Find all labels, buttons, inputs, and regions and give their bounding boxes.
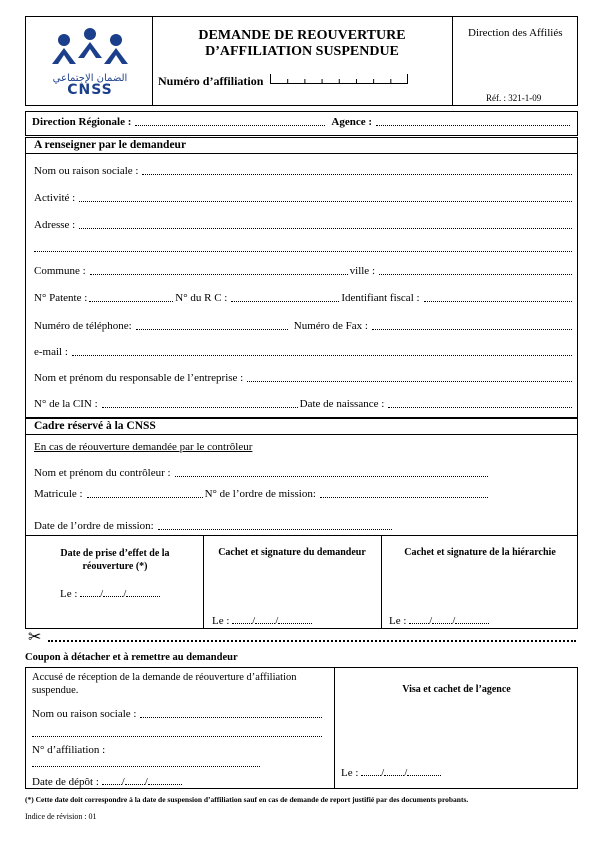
rc-label: N° du R C : <box>175 292 228 304</box>
ville-label: ville : <box>349 265 375 277</box>
direction-regionale-label: Direction Régionale : <box>32 116 132 128</box>
date-ordre-field[interactable] <box>158 520 392 530</box>
header-divider-right <box>452 16 453 106</box>
page-title <box>152 28 452 60</box>
coupon-affiliation-label: N° d’affiliation : <box>32 744 106 756</box>
affiliation-number-input[interactable] <box>270 74 408 84</box>
naissance-label: Date de naissance : <box>299 398 385 410</box>
adresse-row-2 <box>34 242 574 254</box>
agence-label: Agence : <box>331 116 373 128</box>
fax-label: Numéro de Fax : <box>293 320 368 332</box>
logo-arabic: الضمان الإجتماعي <box>52 73 128 84</box>
cnss-logo <box>44 24 136 98</box>
activite-label: Activité : <box>34 192 76 204</box>
commune-row <box>34 265 574 277</box>
cnss-title-underline <box>25 434 578 435</box>
ville-field[interactable] <box>379 265 572 275</box>
adresse-label: Adresse : <box>34 219 76 231</box>
activite-field[interactable] <box>79 192 572 202</box>
agence-field[interactable] <box>376 116 570 126</box>
coupon-nom-field[interactable] <box>140 708 322 718</box>
coupon-title: Coupon à détacher et à remettre au demandeur <box>25 652 238 663</box>
controleur-label: Nom et prénom du contrôleur : <box>34 467 171 479</box>
coupon-nom-row-2 <box>32 727 324 739</box>
fiscal-label: Identifiant fiscal : <box>341 292 420 304</box>
cin-row <box>34 398 574 410</box>
nom-field[interactable] <box>142 165 572 175</box>
coupon-depot-date[interactable]: Date de dépôt : / / <box>32 775 182 788</box>
coupon-affiliation-field[interactable] <box>32 757 260 767</box>
responsable-field[interactable] <box>247 372 572 382</box>
activite-row <box>34 192 574 204</box>
ordre-label: N° de l’ordre de mission: <box>204 488 316 500</box>
patente-field[interactable] <box>89 292 173 302</box>
sig-col2-date[interactable]: Le : / / <box>212 614 312 627</box>
scissors-icon: ✂ <box>28 627 42 646</box>
reference-number: Réf. : 321-1-09 <box>486 93 542 103</box>
sig-col2-title: Cachet et signature du demandeur <box>218 547 366 558</box>
sig-col1-title: Date de prise d’effet de la réouverture (*) <box>60 548 170 572</box>
matricule-row <box>34 488 490 500</box>
cnss-logo-icon <box>44 24 136 72</box>
cin-field[interactable] <box>102 398 298 408</box>
date-ordre-row <box>34 520 394 532</box>
coupon-nom-row <box>32 708 324 720</box>
sig-col3-title: Cachet et signature de la hiérarchie <box>404 547 556 558</box>
nom-label: Nom ou raison sociale : <box>34 165 139 177</box>
sig-col1-date[interactable]: Le : / / <box>60 587 160 600</box>
fiscal-field[interactable] <box>424 292 572 302</box>
matricule-field[interactable] <box>87 488 203 498</box>
cin-label: N° de la CIN : <box>34 398 98 410</box>
email-label: e-mail : <box>34 346 68 358</box>
coupon-accuse: Accusé de réception de la demande de réouverture d’affiliation suspendue. <box>32 672 297 696</box>
coupon-nom-field-2[interactable] <box>32 727 322 737</box>
fax-field[interactable] <box>372 320 572 330</box>
date-ordre-label: Date de l’ordre de mission: <box>34 520 154 532</box>
naissance-field[interactable] <box>388 398 572 408</box>
rc-field[interactable] <box>231 292 339 302</box>
patente-row <box>34 292 574 304</box>
adresse-row <box>34 219 574 231</box>
responsable-label: Nom et prénom du responsable de l’entreprise : <box>34 372 244 384</box>
direction-regionale-field[interactable] <box>135 116 325 126</box>
controleur-row <box>34 467 490 479</box>
tel-label: Numéro de téléphone: <box>34 320 132 332</box>
sig-col3-date[interactable]: Le : / / <box>389 614 489 627</box>
adresse-field-2[interactable] <box>34 242 572 252</box>
title-line-1: DEMANDE DE REOUVERTURE <box>198 28 406 43</box>
cnss-section-title: Cadre réservé à la CNSS <box>34 420 156 432</box>
coupon-visa-title: Visa et cachet de l’agence <box>402 684 511 695</box>
cnss-subtitle: En cas de réouverture demandée par le contrôleur <box>34 441 253 453</box>
demandeur-section-title: A renseigner par le demandeur <box>34 139 187 151</box>
commune-label: Commune : <box>34 265 86 277</box>
affiliation-number-label: Numéro d’affiliation <box>158 74 264 88</box>
demandeur-title-underline <box>25 153 578 154</box>
patente-label: N° Patente : <box>34 292 88 304</box>
responsable-row <box>34 372 574 384</box>
revision-index: Indice de révision : 01 <box>25 812 97 821</box>
email-row <box>34 346 574 358</box>
coupon-visa-date[interactable]: Le : / / <box>341 766 441 779</box>
coupon-affiliation-row <box>32 744 262 756</box>
adresse-field[interactable] <box>79 219 572 229</box>
footnote: (*) Cette date doit correspondre à la date de suspension d’affiliation sauf en cas de demande de report justifié par des documents probants. <box>25 795 469 804</box>
email-field[interactable] <box>72 346 572 356</box>
coupon-affiliation-row-2 <box>32 757 262 769</box>
tel-field[interactable] <box>136 320 288 330</box>
region-row <box>32 116 572 128</box>
tel-row <box>34 320 574 332</box>
title-line-2: D’AFFILIATION SUSPENDUE <box>205 44 399 59</box>
cut-line <box>48 640 576 642</box>
commune-field[interactable] <box>90 265 348 275</box>
coupon-nom-label: Nom ou raison sociale : <box>32 708 137 720</box>
controleur-field[interactable] <box>175 467 488 477</box>
nom-row <box>34 165 574 177</box>
matricule-label: Matricule : <box>34 488 83 500</box>
direction-affilies: Direction des Affiliés <box>468 27 563 39</box>
logo-text: CNSS <box>67 82 113 98</box>
ordre-field[interactable] <box>320 488 488 498</box>
